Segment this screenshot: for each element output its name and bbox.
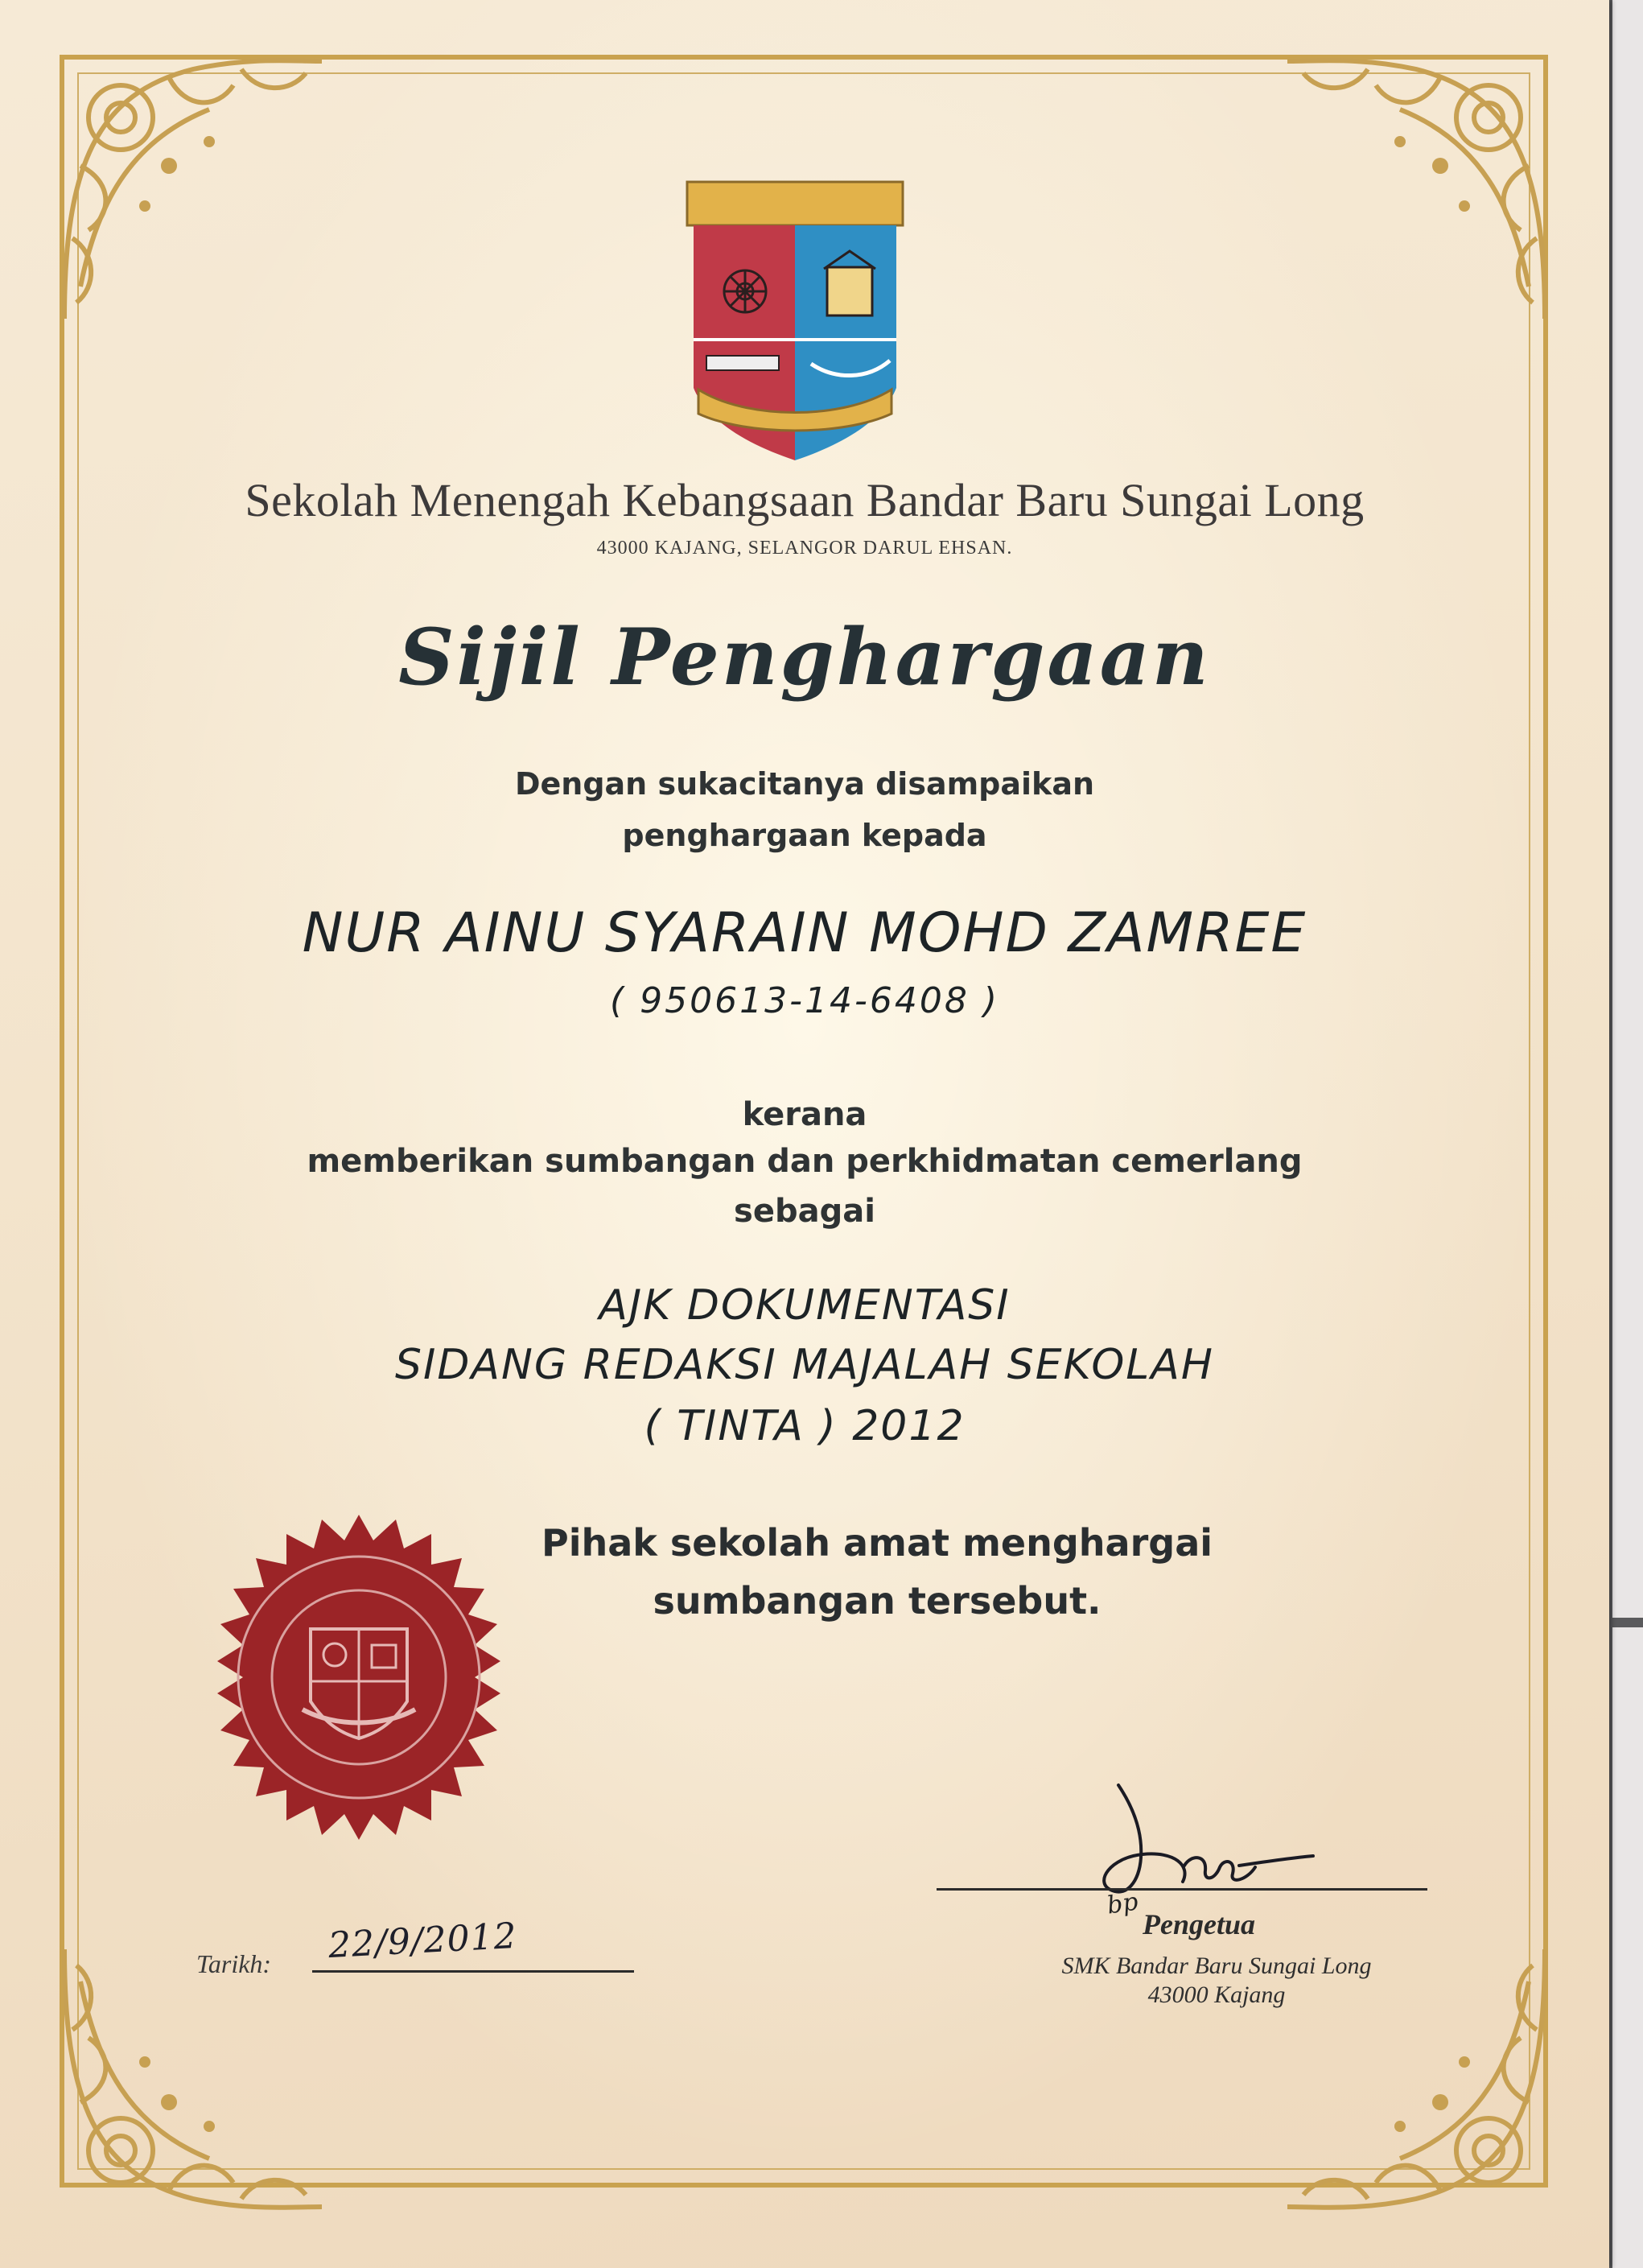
recipient-name: NUR AINU SYARAIN MOHD ZAMREE	[302, 901, 1307, 965]
date-value-handwritten: 22/9/2012	[327, 1915, 518, 1967]
background-tile	[1612, 1627, 1643, 2268]
school-crest-icon	[682, 179, 908, 465]
floral-ornament-icon	[48, 1933, 338, 2223]
certificate-title: Sijil Penghargaan	[398, 612, 1211, 703]
date-label: Tarikh:	[196, 1949, 272, 1978]
floral-ornament-icon	[48, 45, 338, 335]
floral-ornament-icon	[1271, 45, 1561, 335]
intro-line-2: penghargaan kepada	[622, 818, 987, 853]
ornament-top-right	[1271, 45, 1561, 335]
signatory-title: Pengetua	[1143, 1908, 1255, 1940]
official-seal	[190, 1508, 528, 1846]
school-name: Sekolah Menengah Kebangsaan Bandar Baru Sungai Long	[245, 474, 1365, 526]
closing-line-2: sumbangan tersebut.	[653, 1579, 1102, 1623]
school-crest-logo	[682, 179, 908, 465]
role-line-3: ( TINTA ) 2012	[644, 1402, 966, 1450]
seal-stamp-icon	[190, 1508, 528, 1846]
signatory-school: SMK Bandar Baru Sungai Long	[1061, 1953, 1372, 1979]
signatory-town: 43000 Kajang	[1147, 1981, 1286, 2008]
ornament-bottom-left	[48, 1933, 338, 2223]
role-line-2: SIDANG REDAKSI MAJALAH SEKOLAH	[395, 1341, 1214, 1389]
reason-line-3: sebagai	[734, 1193, 875, 1230]
ornament-top-left	[48, 45, 338, 335]
signatory-prefix: bp	[1105, 1887, 1140, 1920]
intro-line-1: Dengan sukacitanya disampaikan	[514, 766, 1095, 802]
closing-line-1: Pihak sekolah amat menghargai	[541, 1521, 1213, 1565]
signature-line	[937, 1888, 1427, 1891]
date-underline	[312, 1970, 634, 1973]
recipient-ic-number: ( 950613-14-6408 )	[610, 980, 999, 1021]
role-line-1: AJK DOKUMENTASI	[599, 1281, 1011, 1330]
school-address: 43000 KAJANG, SELANGOR DARUL EHSAN.	[596, 538, 1013, 559]
reason-line-2: memberikan sumbangan dan perkhidmatan cemerlang	[307, 1143, 1303, 1180]
reason-line-1: kerana	[742, 1096, 867, 1133]
background-tile	[1612, 0, 1643, 1618]
